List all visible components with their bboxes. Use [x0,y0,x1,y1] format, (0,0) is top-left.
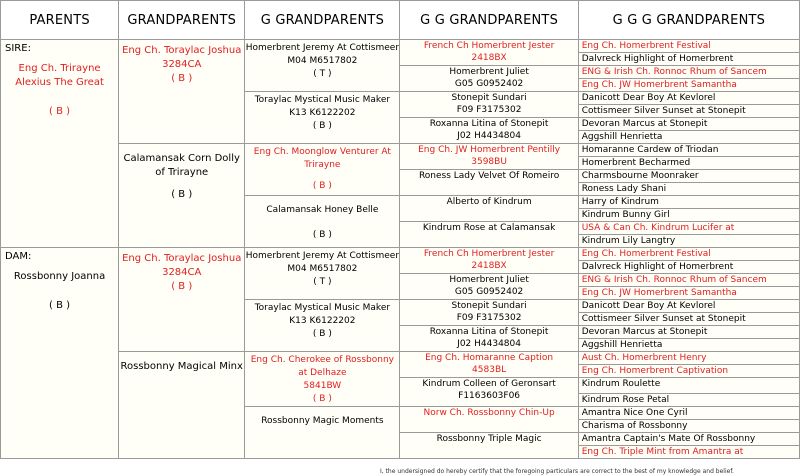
gggp-name: Eng Ch. JW Homerbrent Pentilly [418,145,561,155]
gggp-cell [400,352,578,378]
gggp-cell [400,326,578,352]
ggggp-name: Charisma of Rossbonny [581,421,688,431]
sire-gp2-name: Calamansak Corn Dolly of Trirayne [123,153,240,178]
ggp-name: Rossbonny Magic Moments [261,416,384,426]
ggggp-name: Devoran Marcus at Stonepit [581,119,708,129]
certification-footnote: I, the undersigned do hereby certify that the foregoing particulars are correct to the best of my knowledge and belief. [380,468,734,475]
ggggp-name: Kindrum Roulette [581,379,661,389]
ggggp-name: Amantra Nice One Cyril [581,408,688,418]
gggp-reg: J02 H4434804 [457,339,521,349]
ggggp-name: Aggshill Henrietta [581,132,663,142]
sire-gp1-name: Eng Ch. Toraylac Joshua [122,45,242,56]
gggp-cell [400,248,578,274]
gggp-name: Eng Ch. Homaranne Caption [425,353,554,363]
gggp-reg: 3598BU [471,157,507,167]
dam-label: DAM: [5,251,32,262]
gggp-name: Roxanna Litina of Stonepit [429,327,549,337]
dam-gp1-sex: ( B ) [171,281,193,292]
ggggp-cell [578,300,799,313]
ggggp-name: Eng Ch. Homerbrent Captivation [581,366,729,376]
ggggp-name: Dalvreck Highlight of Homerbrent [581,54,734,64]
ggggp-name: ENG & Irish Ch. Ronnoc Rhum of Sancem [581,67,767,77]
gggp-name: Kindrum Colleen of Geronsart [422,379,556,389]
dam-ggp2 [245,300,400,352]
ggggp-cell [578,274,799,287]
ggggp-name: Eng Ch. Homerbrent Festival [581,41,711,51]
ggggp-name: Dalvreck Highlight of Homerbrent [581,262,734,272]
gggp-name: Stonepit Sundari [451,93,527,103]
ggggp-cell [578,105,799,118]
ggp-sex: ( B ) [312,230,332,240]
header-g-grandparents: G GRANDPARENTS [245,1,400,40]
gggp-cell [400,170,578,196]
sire-ggp2 [245,92,400,144]
ggggp-cell [578,235,799,248]
ggp-sex: ( B ) [312,181,332,191]
gggp-name: Roness Lady Velvet Of Romeiro [418,171,560,181]
gggp-reg: F09 F3175302 [456,105,522,115]
ggggp-name: Homaranne Cardew of Triodan [581,145,719,155]
ggp-sex: ( B ) [312,394,332,404]
gggp-reg: F09 F3175302 [456,313,522,323]
ggggp-name: Aust Ch. Homerbrent Henry [581,353,707,363]
sire-gp2-sex: ( B ) [171,189,193,200]
ggggp-cell [578,420,799,433]
ggggp-name: Aggshill Henrietta [581,340,663,350]
gggp-cell [400,222,578,248]
ggp-sex: ( B ) [312,329,332,339]
ggp-name: Homerbrent Jeremy At Cottismeer [245,43,400,53]
ggggp-cell [578,378,799,394]
ggggp-name: Harry of Kindrum [581,197,659,207]
gggp-name: Kindrum Rose at Calamansak [422,223,556,233]
gggp-reg: 2418BX [471,53,507,63]
ggggp-name: Cottismeer Silver Sunset at Stonepit [581,106,746,116]
gggp-reg: 4583BL [472,365,507,375]
sire-ggp4 [245,196,400,248]
ggp-sex: ( T ) [313,69,332,79]
ggggp-name: Charmsbourne Moonraker [581,171,699,181]
gggp-reg: 2418BX [471,261,507,271]
sire-gp1-sex: ( B ) [171,73,193,84]
ggp-name: Toraylac Mystical Music Maker [254,95,391,105]
sire-grandparent-1 [119,40,245,144]
gggp-cell [400,144,578,170]
ggggp-cell [578,196,799,209]
dam-ggp1 [245,248,400,300]
gggp-reg: G05 G0952402 [454,287,524,297]
ggggp-cell [578,183,799,196]
ggggp-cell [578,287,799,300]
ggggp-cell [578,248,799,261]
dam-sex: ( B ) [49,300,71,311]
dam-gp1-name: Eng Ch. Toraylac Joshua [122,253,242,264]
ggp-sex: ( T ) [313,277,332,287]
ggp-reg: M04 M6517802 [287,56,358,66]
ggggp-name: Kindrum Lily Langtry [581,236,676,246]
ggggp-name: ENG & Irish Ch. Ronnoc Rhum of Sancem [581,275,767,285]
ggp-reg: 5841BW [303,381,342,391]
ggggp-cell [578,261,799,274]
sire-ggp3 [245,144,400,196]
ggggp-name: Roness Lady Shani [581,184,667,194]
ggggp-name: Eng Ch. Homerbrent Festival [581,249,711,259]
ggggp-name: Danicott Dear Boy At Kevlorel [581,301,716,311]
header-grandparents: GRANDPARENTS [119,1,245,40]
ggggp-cell [578,144,799,157]
sire-cell [1,40,119,248]
gggp-cell [400,274,578,300]
ggggp-cell [578,170,799,183]
ggggp-name: Cottismeer Silver Sunset at Stonepit [581,314,746,324]
ggggp-cell [578,131,799,144]
ggggp-cell [578,92,799,105]
ggggp-name: Eng Ch. Triple Mint from Amantra at [581,447,744,457]
ggggp-cell [578,222,799,235]
gggp-cell [400,66,578,92]
ggp-name: Eng Ch. Moonglow Venturer At Trirayne [253,147,391,170]
dam-grandparent-1 [119,248,245,352]
dam-grandparent-2 [119,352,245,459]
ggggp-cell [578,209,799,222]
ggggp-name: Kindrum Rose Petal [581,395,670,405]
gggp-cell [400,300,578,326]
ggggp-cell [578,118,799,131]
ggggp-name: USA & Can Ch. Kindrum Lucifer at [581,223,735,233]
ggp-reg: K13 K6122202 [289,316,356,326]
sire-ggp1 [245,40,400,92]
ggggp-name: Devoran Marcus at Stonepit [581,327,708,337]
ggggp-name: Amantra Captain's Mate Of Rossbonny [581,434,756,444]
dam-gp2-name: Rossbonny Magical Minx [120,361,243,372]
gggp-cell [400,378,578,407]
ggggp-cell [578,433,799,446]
sire-grandparent-2 [119,144,245,248]
ggggp-cell [578,326,799,339]
ggggp-cell [578,157,799,170]
ggp-name: Toraylac Mystical Music Maker [254,303,391,313]
ggp-name: Homerbrent Jeremy At Cottismeer [245,251,400,261]
gggp-name: Roxanna Litina of Stonepit [429,119,549,129]
ggggp-cell [578,394,799,407]
ggggp-cell [578,352,799,365]
gggp-name: Norw Ch. Rossbonny Chin-Up [423,408,555,418]
ggggp-cell [578,365,799,378]
header-ggg-grandparents: G G G GRANDPARENTS [578,1,799,40]
sire-name: Eng Ch. Trirayne Alexius The Great [15,63,104,88]
ggggp-cell [578,40,799,53]
header-gg-grandparents: G G GRANDPARENTS [400,1,578,40]
ggggp-cell [578,407,799,420]
ggggp-name: Danicott Dear Boy At Kevlorel [581,93,716,103]
ggggp-cell [578,53,799,66]
gggp-name: Alberto of Kindrum [446,197,532,207]
header-parents: PARENTS [1,1,119,40]
sire-label: SIRE: [5,43,31,54]
ggggp-name: Kindrum Bunny Girl [581,210,670,220]
ggggp-cell [578,79,799,92]
ggggp-name: Eng Ch. JW Homerbrent Samantha [581,80,737,90]
dam-ggp4 [245,407,400,459]
gggp-name: Homerbrent Juliet [449,67,529,77]
ggp-name: Eng Ch. Cherokee of Rossbonny at Delhaze [250,355,395,378]
gggp-cell [400,407,578,433]
ggggp-name: Homerbrent Becharmed [581,158,691,168]
gggp-reg: G05 G0952402 [454,79,524,89]
gggp-cell [400,118,578,144]
gggp-cell [400,433,578,459]
gggp-reg: F1163603F06 [458,391,521,401]
ggp-reg: K13 K6122202 [289,108,356,118]
gggp-cell [400,92,578,118]
sire-gp1-reg: 3284CA [162,59,202,70]
ggggp-cell [578,339,799,352]
dam-gp1-reg: 3284CA [162,267,202,278]
ggggp-cell [578,313,799,326]
gggp-cell [400,196,578,222]
gggp-reg: J02 H4434804 [457,131,521,141]
gggp-name: Homerbrent Juliet [449,275,529,285]
gggp-cell [400,40,578,66]
dam-ggp3 [245,352,400,407]
sire-sex: ( B ) [49,106,71,117]
ggp-reg: M04 M6517802 [287,264,358,274]
ggggp-cell [578,446,799,459]
ggp-name: Calamansak Honey Belle [266,205,379,215]
gggp-name: French Ch Homerbrent Jester [423,249,555,259]
gggp-name: Rossbonny Triple Magic [436,434,542,444]
gggp-name: French Ch Homerbrent Jester [423,41,555,51]
dam-name: Rossbonny Joanna [13,271,106,282]
ggp-sex: ( B ) [312,121,332,131]
header-row [1,1,800,40]
dam-cell [1,248,119,459]
ggggp-cell [578,66,799,79]
gggp-name: Stonepit Sundari [451,301,527,311]
ggggp-name: Eng Ch. JW Homerbrent Samantha [581,288,737,298]
